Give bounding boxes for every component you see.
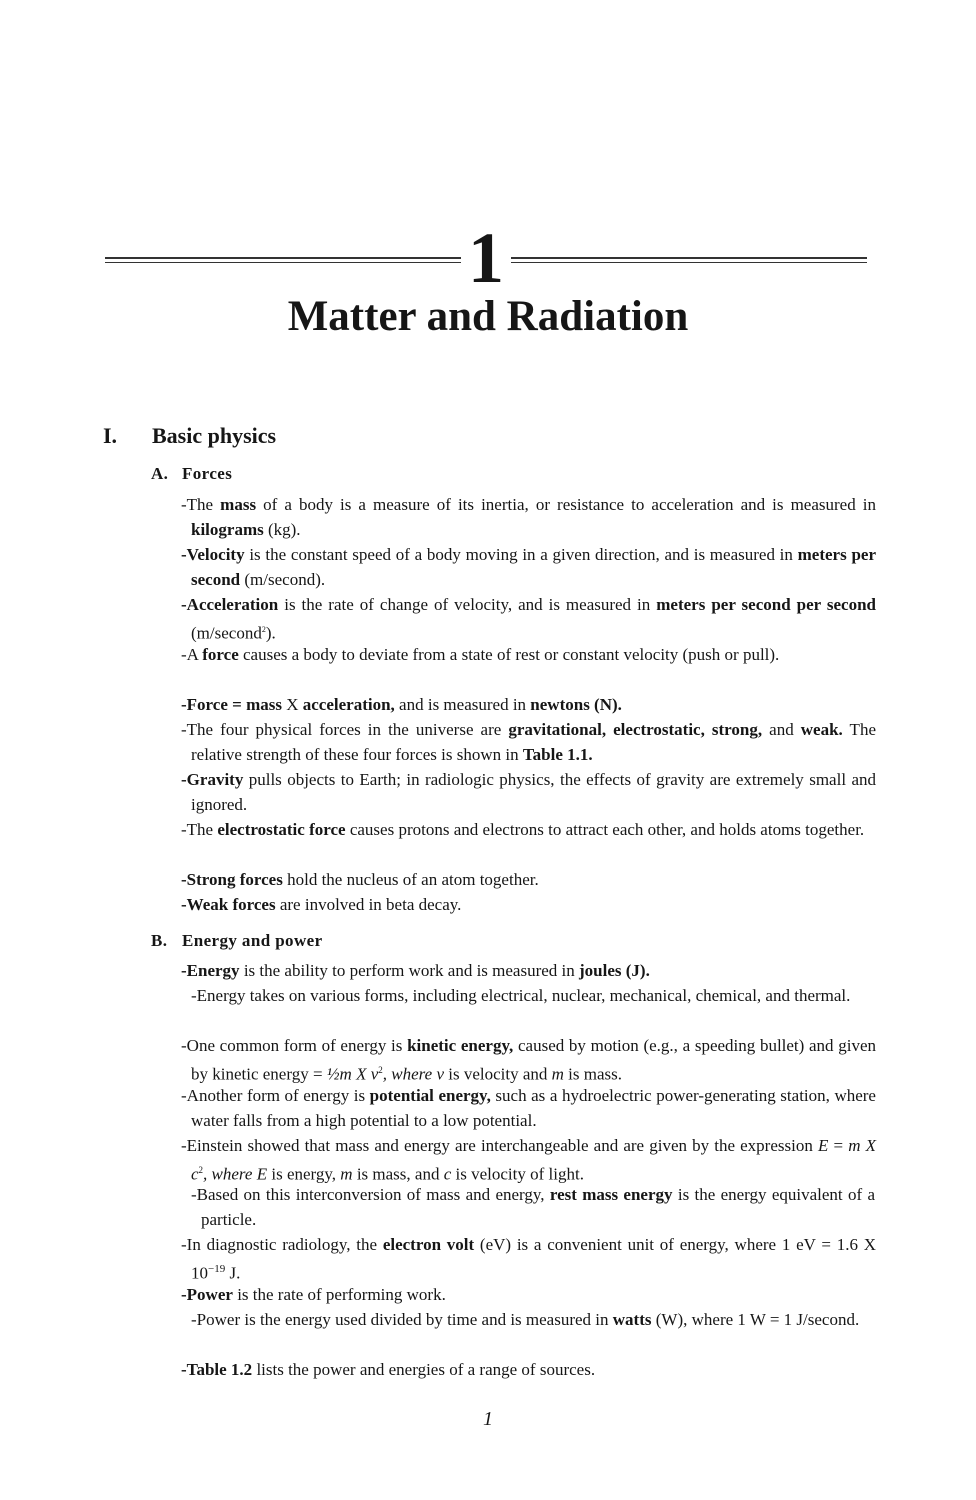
bullet-force-equation: -Force = mass X acceleration, and is measured in newtons (N). [181, 695, 622, 714]
bullet-energy: -Energy is the ability to perform work and is measured in joules (J). [181, 961, 650, 980]
subsection-heading-energy [151, 929, 323, 953]
subsection-title: Forces [182, 464, 233, 483]
page-number: 1 [483, 1408, 493, 1430]
left-double-rule [105, 257, 461, 259]
chapter-title: Matter and Radiation [287, 293, 689, 340]
bullet-einstein: -Einstein showed that mass and energy are interchangeable and are given by the expression E = m X $c^2$, where E is energy, m is mass, and c is velocity of light. [181, 1136, 876, 1184]
bullet-velocity: -Velocity is the constant speed of a body moving in a given direction, and is measured in meters per second (m/second). [181, 545, 876, 589]
bullet-acceleration: -Acceleration is the rate of change of velocity, and is measured in meters per second per second (m/second$^2$). [181, 595, 876, 643]
chapter-number: 1 [468, 218, 504, 298]
bullet-four-forces: -The four physical forces in the universe are gravitational, electrostatic, strong, and weak. The relative strength of these four forces is shown in Table 1.1. [181, 720, 876, 764]
sub-bullet-watts: -Power is the energy used divided by time and is measured in watts (W), where 1 W = 1 J/second. [191, 1310, 860, 1329]
bullet-strong-forces: -Strong forces hold the nucleus of an atom together. [181, 870, 539, 889]
subsection-heading-forces [151, 462, 232, 486]
right-double-rule [511, 257, 867, 259]
section-number: I. [103, 423, 118, 448]
subsection-letter: A. [151, 464, 169, 483]
bullet-electrostatic: -The electrostatic force causes protons and electrons to attract each other, and holds atoms together. [181, 820, 865, 839]
sub-bullet-energy-forms: -Energy takes on various forms, including electrical, nuclear, mechanical, chemical, and thermal. [191, 986, 851, 1005]
bullet-gravity: -Gravity pulls objects to Earth; in radiologic physics, the effects of gravity are extremely small and ignored. [181, 770, 876, 814]
subsection-letter: B. [151, 931, 168, 950]
section-heading [103, 422, 276, 450]
sub-bullet-rest-mass: -Based on this interconversion of mass and energy, rest mass energy is the energy equivalent of a particle. [191, 1185, 875, 1229]
bullet-kinetic-energy: -One common form of energy is kinetic energy, caused by motion (e.g., a speeding bullet) and given by kinetic energy = ½m X $v^2$, where v is velocity and m is mass. [181, 1036, 877, 1084]
section-title: Basic physics [152, 423, 277, 448]
chapter-heading [105, 218, 867, 298]
bullet-mass: -The mass of a body is a measure of its inertia, or resistance to acceleration and is measured in kilograms (kg). [181, 495, 876, 539]
bullet-force: -A force causes a body to deviate from a state of rest or constant velocity (push or pull). [181, 645, 780, 664]
bullet-table-reference: -Table 1.2 lists the power and energies of a range of sources. [181, 1360, 596, 1379]
bullet-power: -Power is the rate of performing work. [181, 1285, 446, 1304]
bullet-electron-volt: -In diagnostic radiology, the electron volt (eV) is a convenient unit of energy, where 1 eV = 1.6 X $10^{-19}$ J. [181, 1235, 876, 1283]
subsection-title: Energy and power [182, 931, 323, 950]
bullet-weak-forces: -Weak forces are involved in beta decay. [181, 895, 462, 914]
bullet-potential-energy: -Another form of energy is potential energy, such as a hydroelectric power-generating station, where water falls from a high potential to a low potential. [181, 1086, 876, 1130]
